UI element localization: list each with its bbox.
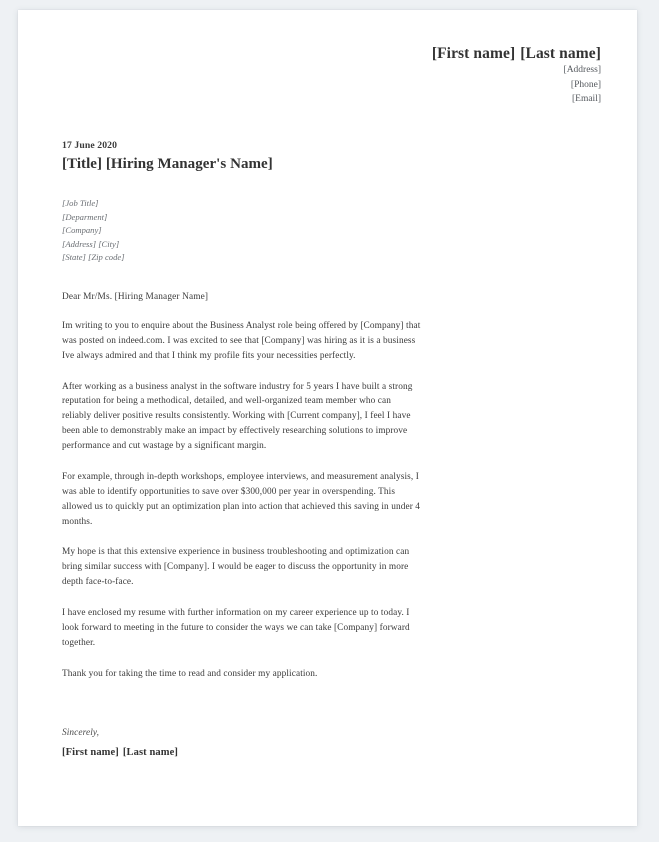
document-page [18,10,637,826]
letterhead-block [432,44,601,106]
body-paragraph-4: My hope is that this extensive experience in business troubleshooting and optimization can bring similar success with [Company]. I would be eager to discuss the opportunity in more depth face-to-face. [62,547,410,588]
recipient-street-city: [Address] [City] [62,238,120,249]
signature-name [62,747,422,758]
page-content-area [18,10,637,826]
salutation: Dear Mr/Ms. [Hiring Manager Name] [62,291,209,302]
signature-first-name: [First name] [62,746,119,758]
sender-name [432,44,601,63]
sender-first-name: [First name] [431,45,516,62]
body-paragraph-1: Im writing to you to enquire about the Business Analyst role being offered by [Company] that was posted on indeed.com. I was excited to see that [Company] was hiring as it is a business Ive always admired and that I think my profile fits your necessities perfectly. [62,320,421,361]
signature-block [62,728,422,758]
closing-thanks: Thank you for taking the time to read and consider my application. [62,668,318,679]
recipient-job-title: [Job Title] [62,198,99,208]
recipient-state-zip: [State] [Zip code] [62,252,125,263]
letter-date: 17 June 2020 [62,140,118,151]
body-paragraph-3: For example, through in-depth workshops, employee interviews, and measurement analysis, I was able to identify opportunities to save over $300,000 per year in overspending. This allowed us to quickly put an optimization plan into action that achieved this saving in under 4 months. [62,471,421,527]
signature-last-name: [Last name] [122,746,178,758]
sender-last-name: [Last name] [520,45,601,62]
recipient-department: [Deparment] [62,211,108,222]
sender-email: [Email] [571,93,601,104]
recipient-address-block [62,197,422,265]
recipient-company: [Company] [62,225,102,236]
body-paragraph-2: After working as a business analyst in the software industry for 5 years I have built a strong reputation for being a methodical, detailed, and well-organized team member who can reliably deliver positive results consistently. Working with [Current company], I feel I have been able to demonstrably make an impact by effectively researching solutions to improve performance and cut wastage by a significant margin. [62,381,413,452]
signoff-word: Sincerely, [62,727,100,738]
sender-phone: [Phone] [570,79,601,90]
sender-address: [Address] [563,65,601,76]
body-paragraph-5: I have enclosed my resume with further information on my career experience up to today. I look forward to meeting in the future to consider the ways we can take [Company] forward together. [62,608,410,648]
recipient-title: [Title] [Hiring Manager's Name] [62,156,273,172]
letter-body [62,140,422,758]
